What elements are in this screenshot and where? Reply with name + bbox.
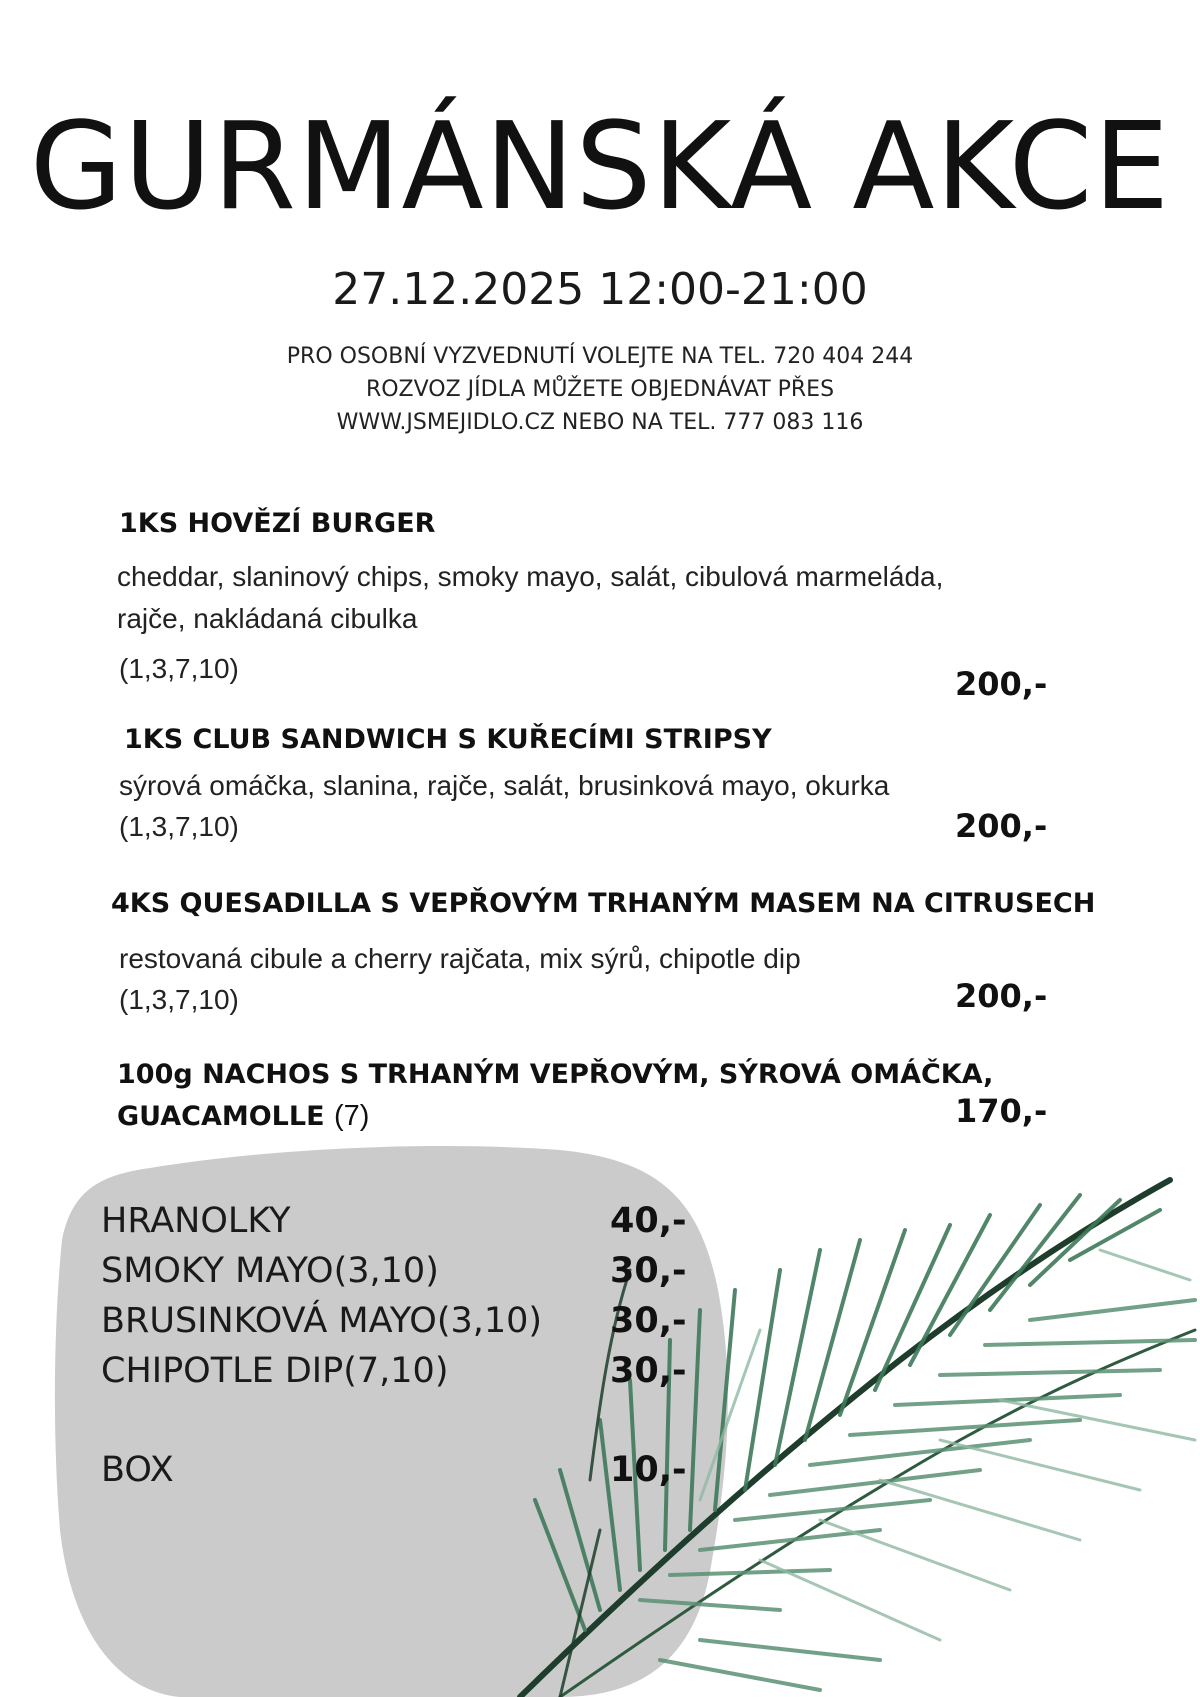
menu-item-price: 200,-: [955, 665, 1048, 703]
event-datetime: 27.12.2025 12:00-21:00: [332, 264, 868, 315]
side-item-price: 30,-: [610, 1351, 687, 1391]
side-item-price: 30,-: [610, 1301, 687, 1341]
menu-item-allergens: (7): [333, 1100, 370, 1132]
side-item-name: CHIPOTLE DIP(7,10): [101, 1351, 449, 1391]
info-line-pickup: PRO OSOBNÍ VYZVEDNUTÍ VOLEJTE NA TEL. 720 404 244: [286, 344, 914, 369]
menu-item-allergens: (1,3,7,10): [119, 811, 239, 842]
side-item-price: 40,-: [610, 1201, 687, 1241]
info-line-delivery: ROZVOZ JÍDLA MŮŽETE OBJEDNÁVAT PŘES: [365, 377, 835, 402]
menu-item-price: 200,-: [955, 807, 1048, 845]
menu-item-description: rajče, nakládaná cibulka: [117, 603, 418, 634]
menu-item-description: restovaná cibule a cherry rajčata, mix sýrů, chipotle dip: [119, 943, 801, 974]
side-item-name: SMOKY MAYO(3,10): [101, 1251, 439, 1291]
side-item-price: 30,-: [610, 1251, 687, 1291]
side-item-name: BRUSINKOVÁ MAYO(3,10): [101, 1301, 543, 1341]
side-item-price: 10,-: [610, 1450, 687, 1490]
menu-item-title: 1KS HOVĚZÍ BURGER: [119, 508, 436, 539]
menu-item-allergens: (1,3,7,10): [119, 984, 239, 1015]
menu-item-title: 100g NACHOS S TRHANÝM VEPŘOVÝM, SÝROVÁ OMÁČKA,: [117, 1059, 994, 1090]
page-title: GURMÁNSKÁ AKCE: [29, 98, 1171, 237]
menu-item-title: 1KS CLUB SANDWICH S KUŘECÍMI STRIPSY: [124, 724, 772, 755]
side-item-name: HRANOLKY: [101, 1201, 291, 1241]
menu-item-description: sýrová omáčka, slanina, rajče, salát, brusinková mayo, okurka: [119, 770, 890, 801]
menu-item-allergens: (1,3,7,10): [119, 653, 239, 684]
menu-item-price: 200,-: [955, 977, 1048, 1015]
menu-item-price: 170,-: [955, 1092, 1048, 1130]
menu-item-title-line2: [117, 1102, 369, 1131]
menu-item-title: 4KS QUESADILLA S VEPŘOVÝM TRHANÝM MASEM NA CITRUSECH: [111, 888, 1096, 919]
menu-item-title: GUACAMOLLE: [117, 1101, 325, 1132]
menu-item-description: cheddar, slaninový chips, smoky mayo, salát, cibulová marmeláda,: [117, 561, 944, 592]
info-line-web: WWW.JSMEJIDLO.CZ NEBO NA TEL. 777 083 116: [336, 410, 864, 435]
side-item-name: BOX: [101, 1450, 174, 1490]
